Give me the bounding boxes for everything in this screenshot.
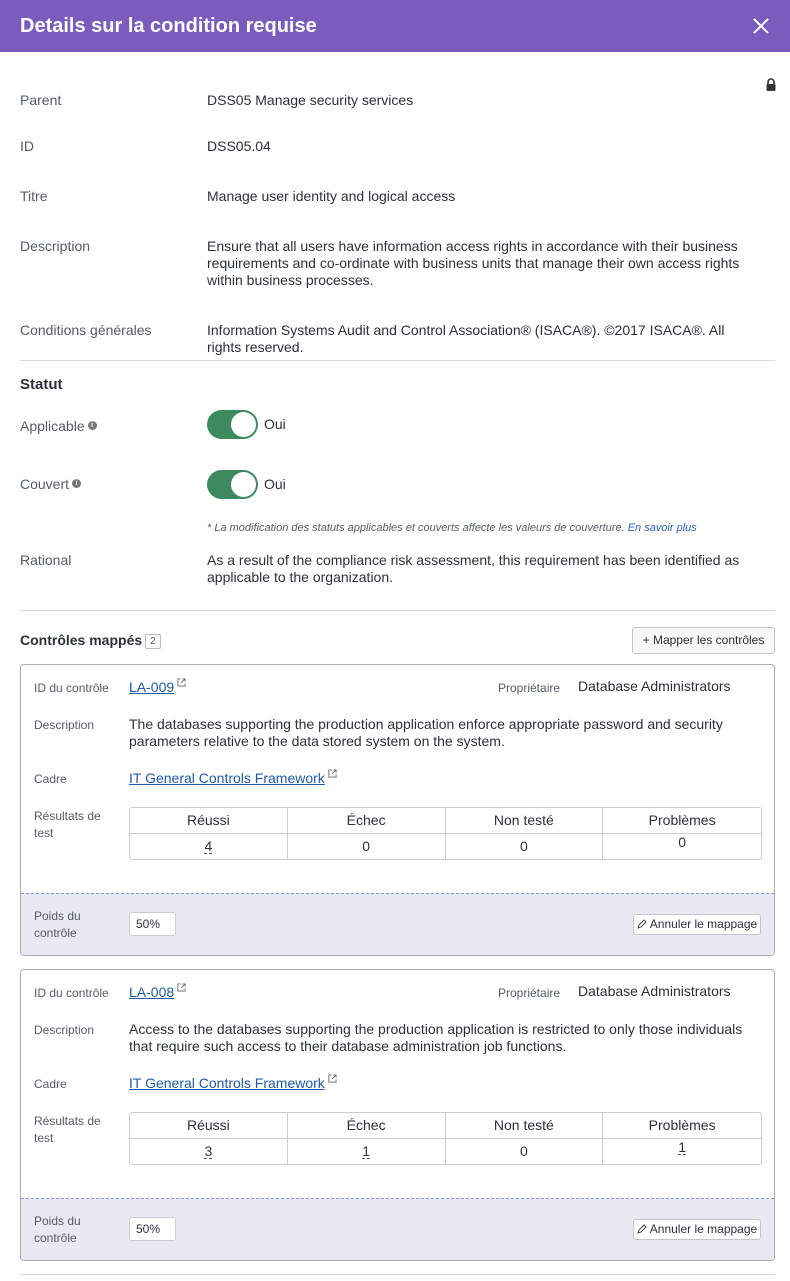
- framework-link[interactable]: IT General Controls Framework: [129, 1075, 325, 1091]
- control-id-value: [129, 678, 186, 696]
- status-title: Statut: [20, 376, 63, 393]
- test-results-table: [129, 1112, 762, 1165]
- map-controls-button[interactable]: + Mapper les contrôles: [632, 627, 775, 654]
- id-label: ID: [20, 138, 34, 154]
- results-untested-value: 0: [446, 834, 604, 860]
- header-bar: [0, 0, 790, 52]
- covered-toggle[interactable]: [207, 470, 258, 499]
- results-header-failed: Échec: [288, 808, 446, 834]
- divider: [20, 610, 775, 611]
- conditions-value: Information Systems Audit and Control Association® (ISACA®). ©2017 ISACA®. All rights reserved.: [207, 322, 725, 355]
- card-footer: [21, 893, 774, 955]
- framework-link[interactable]: IT General Controls Framework: [129, 770, 325, 786]
- results-failed-cell: [288, 1139, 446, 1165]
- rational-label: Rational: [20, 552, 72, 568]
- weight-label: [34, 1213, 81, 1247]
- results-passed-value[interactable]: 4: [204, 838, 213, 854]
- results-header-passed: Réussi: [130, 1113, 288, 1139]
- card-footer: [21, 1198, 774, 1260]
- close-icon[interactable]: [748, 13, 774, 39]
- results-header-issues: Problèmes: [603, 808, 761, 834]
- results-header-issues: Problèmes: [603, 1113, 761, 1139]
- results-header-untested: Non testé: [446, 808, 604, 834]
- weight-label-2: contrôle: [34, 926, 77, 940]
- test-results-label-2: test: [34, 826, 54, 840]
- mapped-controls-title: [20, 632, 161, 649]
- control-card: [20, 664, 775, 956]
- page-title: Details sur la condition requise: [20, 15, 317, 37]
- control-id-link[interactable]: LA-009: [129, 679, 175, 695]
- results-passed-cell: [130, 1139, 288, 1165]
- unmap-button-label: Annuler le mappage: [649, 1222, 758, 1236]
- lock-icon: [765, 78, 777, 92]
- covered-value: Oui: [264, 476, 286, 492]
- results-failed-value: 0: [288, 834, 446, 860]
- learn-more-link[interactable]: En savoir plus: [627, 522, 697, 534]
- mapped-controls-title-text: Contrôles mappés: [20, 632, 143, 648]
- pencil-icon: [637, 1224, 647, 1234]
- covered-label-text: Couvert: [20, 476, 70, 492]
- id-value: DSS05.04: [207, 138, 271, 154]
- framework-value: [129, 769, 337, 787]
- results-header-passed: Réussi: [130, 808, 288, 834]
- results-issues-value[interactable]: 1: [678, 1139, 687, 1155]
- test-results-label: [34, 1113, 101, 1147]
- covered-label: [20, 476, 81, 493]
- applicable-toggle[interactable]: [207, 410, 258, 439]
- title-value: Manage user identity and logical access: [207, 188, 456, 204]
- framework-label: Cadre: [34, 1077, 67, 1091]
- title-label: Titre: [20, 188, 48, 204]
- test-results-label-1: Résultats de: [34, 809, 101, 823]
- pencil-icon: [637, 919, 647, 929]
- results-issues-value: 0: [678, 834, 687, 850]
- control-description-value: Access to the databases supporting the production application is restricted to only those individuals that require such access to their database administration job functions.: [129, 1021, 743, 1054]
- parent-value: DSS05 Manage security services: [207, 92, 414, 108]
- control-description-label: Description: [34, 1023, 95, 1037]
- parent-label: Parent: [20, 92, 62, 108]
- results-header-failed: Échec: [288, 1113, 446, 1139]
- control-description-label: Description: [34, 718, 95, 732]
- framework-label: Cadre: [34, 772, 67, 786]
- info-icon[interactable]: i: [72, 479, 81, 488]
- results-failed-value[interactable]: 1: [362, 1143, 371, 1159]
- control-id-link[interactable]: LA-008: [129, 984, 175, 1000]
- weight-input[interactable]: 50%: [129, 912, 176, 936]
- test-results-label-1: Résultats de: [34, 1114, 101, 1128]
- unmap-button[interactable]: [633, 914, 761, 935]
- toggle-knob: [231, 472, 256, 497]
- weight-label: [34, 908, 81, 942]
- weight-label-1: Poids du: [34, 909, 81, 923]
- test-results-label-2: test: [34, 1131, 54, 1145]
- owner-value: Database Administrators: [578, 678, 731, 694]
- owner-label: Propriétaire: [498, 681, 561, 695]
- external-link-icon: [328, 1074, 337, 1083]
- description-label: Description: [20, 238, 91, 254]
- external-link-icon: [177, 678, 186, 687]
- divider: [20, 1274, 775, 1275]
- results-issues-cell: [603, 1139, 761, 1165]
- rational-value: As a result of the compliance risk assessment, this requirement has been identified as applicable to the organization.: [207, 552, 740, 585]
- control-description-value: The databases supporting the production application enforce appropriate password and security parameters relative to the data stored system on the system.: [129, 716, 723, 749]
- control-id-label: ID du contrôle: [34, 681, 109, 695]
- toggle-knob: [231, 412, 256, 437]
- test-results-table: [129, 807, 762, 860]
- control-id-label: ID du contrôle: [34, 986, 109, 1000]
- owner-label: Propriétaire: [498, 986, 561, 1000]
- control-id-value: [129, 983, 186, 1001]
- framework-value: [129, 1074, 337, 1092]
- results-untested-value: 0: [446, 1139, 604, 1165]
- applicable-value: Oui: [264, 416, 286, 432]
- external-link-icon: [328, 769, 337, 778]
- info-icon[interactable]: i: [88, 421, 97, 430]
- unmap-button-label: Annuler le mappage: [649, 917, 758, 931]
- weight-label-2: contrôle: [34, 1231, 77, 1245]
- weight-input[interactable]: 50%: [129, 1217, 176, 1241]
- test-results-label: [34, 808, 101, 842]
- coverage-note: [207, 522, 697, 534]
- divider: [20, 360, 775, 361]
- coverage-note-text: * La modification des statuts applicables et couverts affecte les valeurs de couverture.: [207, 522, 625, 534]
- results-passed-value[interactable]: 3: [204, 1143, 213, 1159]
- weight-label-1: Poids du: [34, 1214, 81, 1228]
- owner-value: Database Administrators: [578, 983, 731, 999]
- description-value: Ensure that all users have information access rights in accordance with their business requirements and co-ordinate with business units that manage their own access rights within business processes.: [207, 238, 740, 288]
- results-passed-cell: [130, 834, 288, 860]
- control-card: [20, 969, 775, 1261]
- unmap-button[interactable]: [633, 1219, 761, 1240]
- count-badge: 2: [145, 634, 161, 649]
- conditions-label: Conditions générales: [20, 322, 152, 338]
- applicable-label-text: Applicable: [20, 418, 85, 434]
- results-header-untested: Non testé: [446, 1113, 604, 1139]
- external-link-icon: [177, 983, 186, 992]
- applicable-label: [20, 418, 97, 435]
